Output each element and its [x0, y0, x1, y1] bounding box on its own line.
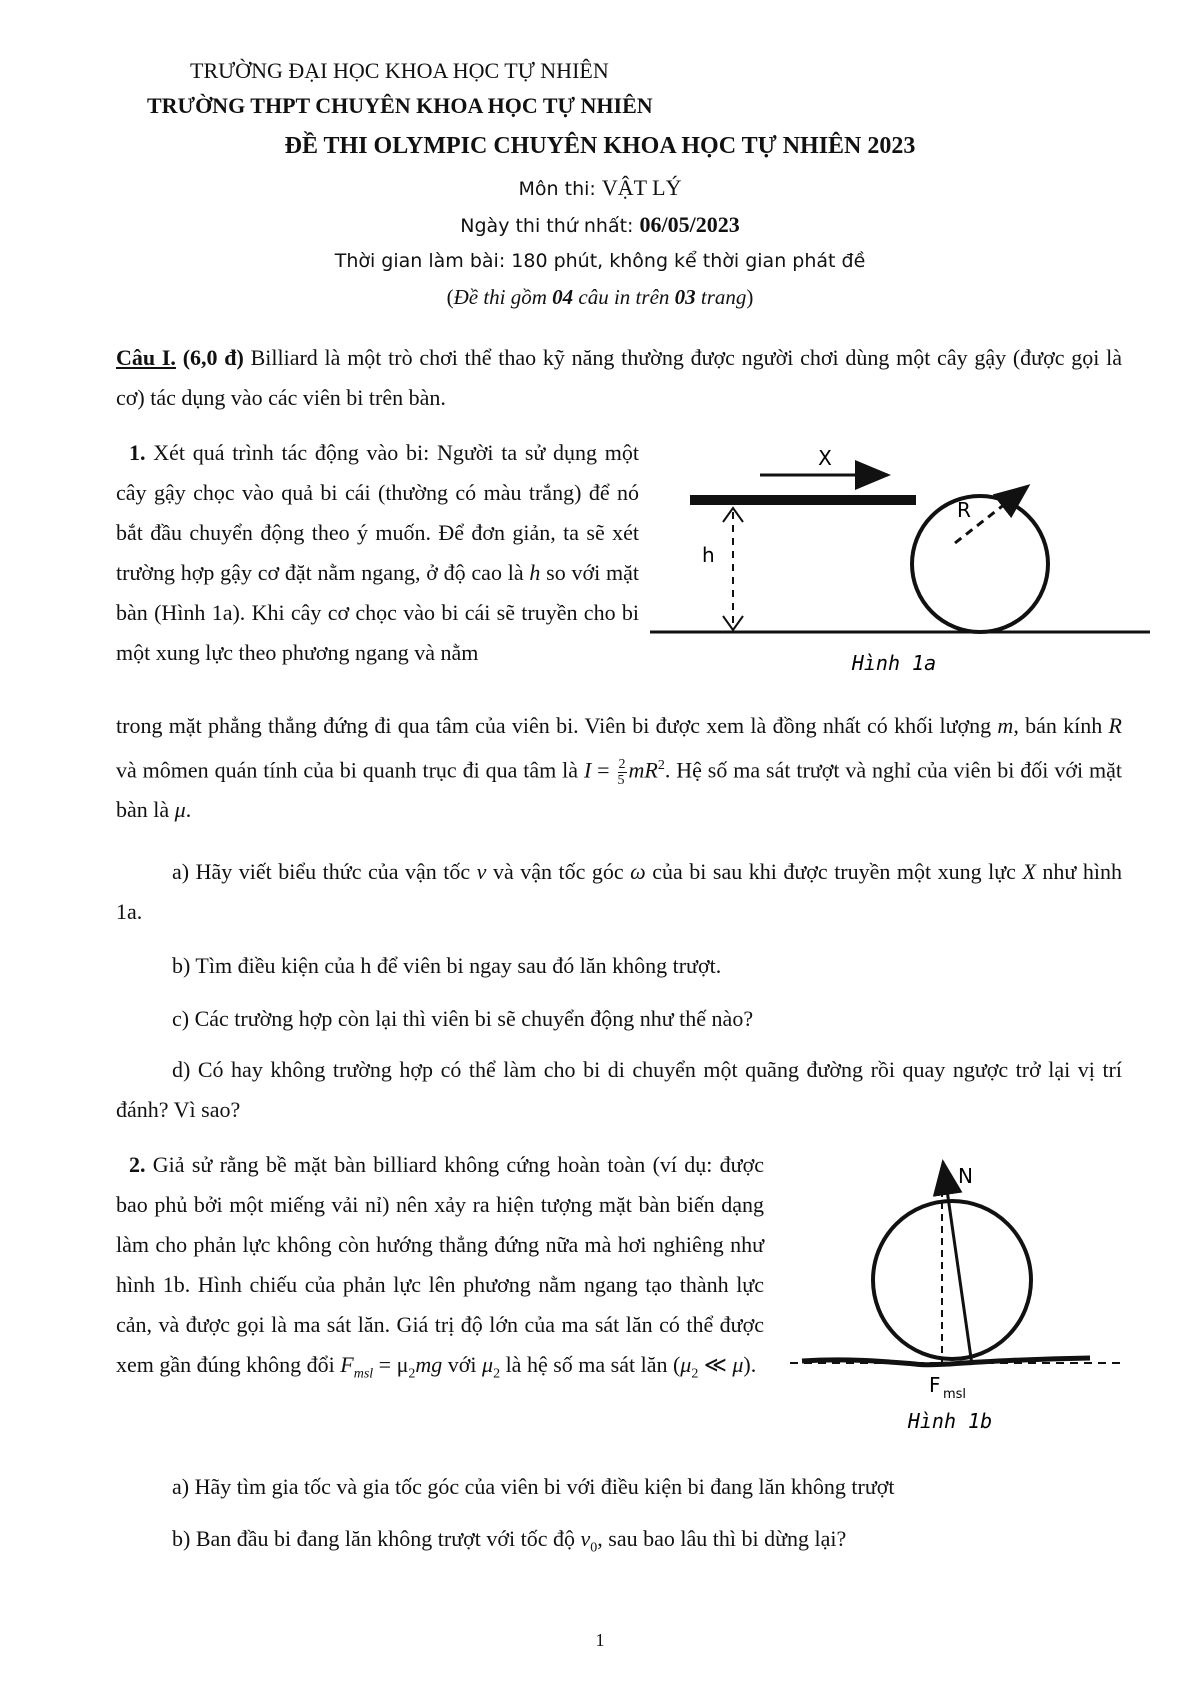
figure-1a-caption: Hình 1a — [851, 651, 937, 675]
exponent-2: 2 — [657, 758, 665, 773]
q1a-text-c: của bi sau khi được truyền một xung lực — [645, 859, 1023, 884]
note-text-b: câu in trên — [573, 285, 675, 309]
question-1-intro — [116, 338, 1122, 418]
part-1-text-a: Xét quá trình tác động vào bi: Người ta sử dụng một cây gậy chọc vào quả bi cái (thường có màu trắng) để nó bắt đầu chuyển động theo ý muốn. Để đơn giản, ta sẽ xét trường hợp gậy cơ đặt nằm ngang, ở độ cao là — [116, 440, 639, 585]
ball-circle — [912, 496, 1048, 632]
var-h: h — [529, 560, 541, 585]
var-mu2: μ — [482, 1352, 494, 1377]
much-less-than: ≪ — [698, 1352, 733, 1377]
label-N: N — [958, 1164, 973, 1188]
exam-subject — [0, 175, 1200, 201]
part-2-text-a: Giả sử rằng bề mặt bàn billiard không cứng hoàn toàn (ví dụ: được bao phủ bởi một miếng vải nỉ) nên xảy ra hiện tượng mặt bàn biến dạng làm cho phản lực không còn hướng thẳng đứng nữa mà hơi nghiêng như hình 1b. Hình chiếu của phản lực lên phương nằm ngang tạo thành lực cản, và được gọi là ma sát lăn. Giá trị độ lớn của ma sát lăn có thể được xem gần đúng không đổi — [116, 1152, 764, 1377]
subscript-2b: 2 — [493, 1366, 501, 1382]
exam-title: ĐỀ THI OLYMPIC CHUYÊN KHOA HỌC TỰ NHIÊN 2023 — [284, 133, 916, 159]
question-1c: c) Các trường hợp còn lại thì viên bi sẽ chuyển động như thế nào? — [172, 1006, 754, 1031]
exam-date — [0, 212, 1200, 238]
label-Fmsl-sub: msl — [943, 1387, 967, 1402]
question-1-intro-text: Billiard là một trò chơi thể thao kỹ năng thường được người chơi dùng một cây gậy (được gọi là cơ) tác dụng vào các viên bi trên bàn. — [116, 345, 1122, 410]
note-text-c: trang — [695, 285, 747, 309]
var-mu: μ — [174, 797, 186, 823]
part-1-cont-a: trong mặt phẳng thẳng đứng đi qua tâm của viên bi. Viên bi được xem là đồng nhất có khối lượng — [116, 713, 998, 738]
part-1-cont-d: . Hệ số ma sát trượt và nghỉ của viên bi đối với mặt bàn là — [116, 757, 1122, 823]
question-2b — [172, 1519, 1122, 1568]
var-v0: v — [580, 1526, 591, 1551]
normal-force-arrow — [943, 1162, 972, 1365]
equals-mu: = μ — [373, 1352, 409, 1377]
var-v: v — [476, 859, 487, 884]
var-mg: mg — [415, 1352, 443, 1377]
part-1-cont-c: và mômen quán tính của bi quanh trục đi qua tâm là — [116, 757, 584, 783]
figure-1b-caption: Hình 1b — [907, 1409, 993, 1433]
part-2-text — [116, 1145, 764, 1394]
part-2-text-b: với — [442, 1352, 483, 1377]
note-count-questions: 04 — [552, 285, 574, 309]
note-paren-close: ) — [746, 285, 754, 309]
cue-stick — [690, 495, 916, 505]
var-I: I — [583, 757, 592, 783]
fraction-denominator: 5 — [617, 772, 625, 788]
q1a-text-b: và vận tốc góc — [486, 859, 631, 884]
date-value: 06/05/2023 — [639, 212, 740, 237]
var-X: X — [1022, 859, 1036, 884]
part-1-cont-b: , bán kính — [1013, 713, 1109, 738]
part-1-number: 1. — [129, 440, 146, 465]
subject-value: VẬT LÝ — [601, 175, 682, 200]
var-omega: ω — [630, 859, 646, 884]
subscript-2: 2 — [408, 1366, 416, 1382]
university-name: TRƯỜNG ĐẠI HỌC KHOA HỌC TỰ NHIÊN — [190, 58, 609, 83]
question-1-points: (6,0 đ) — [175, 345, 244, 370]
figure-1a — [650, 440, 1150, 690]
subscript-2c: 2 — [691, 1366, 699, 1382]
part-1-text — [116, 433, 639, 673]
q2b-text-b: , sau bao lâu thì bi dừng lại? — [597, 1526, 847, 1551]
page-number: 1 — [595, 1630, 605, 1650]
q1a-text-d: như hình 1a. — [116, 859, 1122, 924]
subject-label: Môn thi: — [518, 178, 602, 200]
fraction-2-5 — [618, 757, 627, 788]
label-h: h — [702, 543, 715, 567]
part-1-text-b: so với mặt bàn (Hình 1a). Khi cây cơ chọc vào bi cái sẽ truyền cho bi một xung lực theo phương ngang và nằm — [116, 560, 639, 665]
exam-duration: Thời gian làm bài: 180 phút, không kể thời gian phát đề — [334, 250, 866, 272]
var-F: F — [340, 1352, 354, 1377]
question-1-heading: Câu I. — [116, 345, 176, 370]
part-2-number: 2. — [129, 1152, 146, 1177]
label-X: X — [818, 446, 832, 470]
figure-1b — [790, 1150, 1140, 1433]
part-2-text-c: là hệ số ma sát lăn ( — [500, 1352, 681, 1377]
school-name: TRƯỜNG THPT CHUYÊN KHOA HỌC TỰ NHIÊN — [147, 93, 653, 118]
q2b-text-a: b) Ban đầu bi đang lăn không trượt với tốc độ — [172, 1526, 581, 1551]
question-1b: b) Tìm điều kiện của h để viên bi ngay sau đó lăn không trượt. — [172, 953, 722, 978]
note-paren-open: ( — [446, 285, 454, 309]
equals-sign: = — [591, 757, 616, 783]
exam-note — [0, 285, 1200, 310]
var-R: R — [1108, 713, 1122, 738]
var-m: m — [997, 713, 1014, 738]
question-1d: d) Có hay không trường hợp có thể làm cho bi di chuyển một quãng đường rồi quay ngược trở lại vị trí đánh? Vì sao? — [116, 1057, 1122, 1122]
label-Fmsl: F — [929, 1373, 941, 1397]
fraction-numerator: 2 — [618, 756, 626, 772]
var-mR: mR — [628, 757, 658, 783]
var-mu2-b: μ — [680, 1352, 692, 1377]
label-R: R — [957, 498, 971, 522]
part-1-cont-e: . — [185, 797, 192, 823]
part-1-continued — [116, 706, 1122, 830]
question-1a — [116, 852, 1122, 932]
q1a-text-a: a) Hãy viết biểu thức của vận tốc — [172, 859, 477, 884]
note-text-a: Đề thi gồm — [453, 285, 553, 309]
date-label: Ngày thi thứ nhất: — [460, 215, 640, 237]
question-2a: a) Hãy tìm gia tốc và gia tốc góc của viên bi với điều kiện bi đang lăn không trượt — [172, 1474, 895, 1499]
part-2-text-d: ). — [743, 1352, 757, 1377]
subscript-msl: msl — [353, 1366, 374, 1382]
subscript-0: 0 — [590, 1540, 598, 1556]
var-mu-b: μ — [732, 1352, 744, 1377]
note-count-pages: 03 — [674, 285, 696, 309]
